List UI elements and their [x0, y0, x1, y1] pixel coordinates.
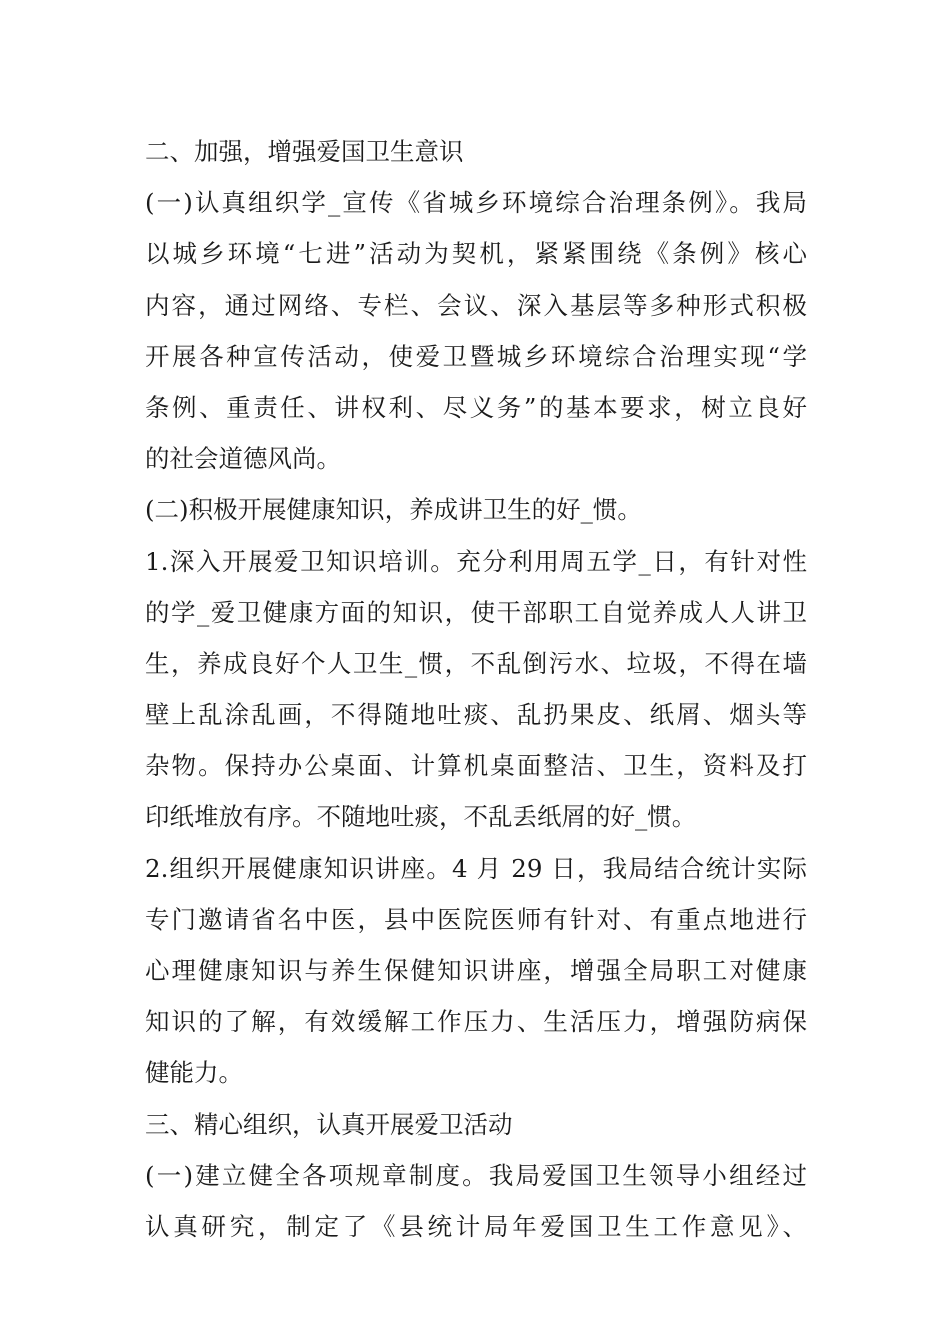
- section-heading-3: 三、精心组织，认真开展爱卫活动: [145, 1109, 513, 1139]
- section-heading-2: 二、加强，增强爱国卫生意识: [145, 137, 464, 166]
- paragraph-line: 内容，通过网络、专栏、会议、深入基层等多种形式积极: [145, 290, 807, 320]
- paragraph-line: 条例、重责任、讲权利、尽义务”的基本要求，树立良好: [145, 392, 807, 422]
- paragraph-line: (一)建立健全各项规章制度。我局爱国卫生领导小组经过: [145, 1160, 807, 1190]
- paragraph-line: 1.深入开展爱卫知识培训。充分利用周五学_日，有针对性: [145, 546, 807, 576]
- paragraph-line: 2.组织开展健康知识讲座。4 月 29 日，我局结合统计实际: [145, 853, 807, 883]
- paragraph-line: 知识的了解，有效缓解工作压力、生活压力，增强防病保: [145, 1007, 807, 1037]
- paragraph-line: 印纸堆放有序。不随地吐痰，不乱丢纸屑的好_惯。: [145, 802, 697, 832]
- paragraph-line: 杂物。保持办公桌面、计算机桌面整洁、卫生，资料及打: [145, 751, 807, 781]
- subsection-heading: (二)积极开展健康知识，养成讲卫生的好_惯。: [145, 495, 642, 525]
- paragraph-line: (一)认真组织学_宣传《省城乡环境综合治理条例》。我局: [145, 188, 807, 218]
- paragraph-line: 生，养成良好个人卫生_惯，不乱倒污水、垃圾，不得在墙: [145, 648, 807, 678]
- paragraph-line: 专门邀请省名中医，县中医院医师有针对、有重点地进行: [145, 904, 807, 934]
- paragraph-line: 以城乡环境“七进”活动为契机，紧紧围绕《条例》核心: [145, 239, 807, 269]
- paragraph-line: 健能力。: [145, 1058, 243, 1088]
- paragraph-line: 心理健康知识与养生保健知识讲座，增强全局职工对健康: [145, 956, 807, 985]
- paragraph-line: 壁上乱涂乱画，不得随地吐痰、乱扔果皮、纸屑、烟头等: [145, 700, 807, 730]
- paragraph-line: 开展各种宣传活动，使爱卫暨城乡环境综合治理实现“学: [145, 341, 807, 371]
- paragraph-line: 的学_爱卫健康方面的知识，使干部职工自觉养成人人讲卫: [145, 597, 807, 627]
- document-body: [145, 126, 807, 1252]
- paragraph-line: 认真研究，制定了《县统计局年爱国卫生工作意见》、: [145, 1211, 807, 1241]
- paragraph-line: 的社会道德风尚。: [145, 444, 341, 474]
